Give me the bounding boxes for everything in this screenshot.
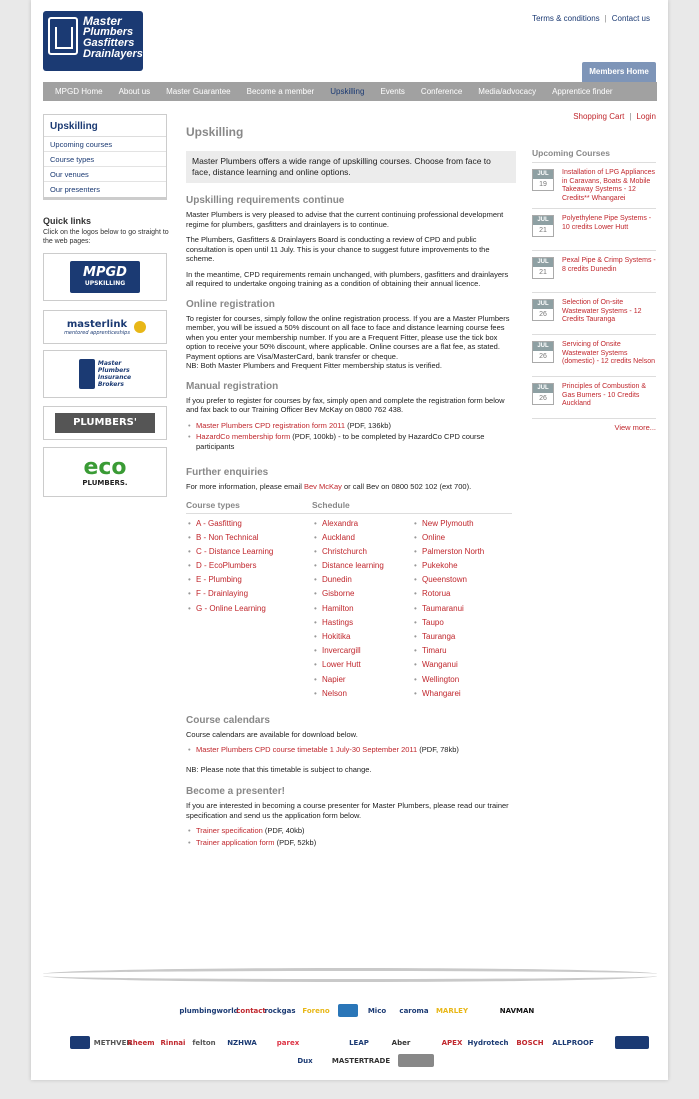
- upcoming-event: [532, 169, 656, 209]
- course-type-link[interactable]: D - EcoPlumbers: [196, 561, 257, 571]
- schedule-item: [412, 646, 512, 656]
- schedule-link[interactable]: Lower Hutt: [322, 660, 361, 670]
- sponsor-logo[interactable]: Mico: [367, 1006, 387, 1015]
- plumbers-text: PLUMBERS': [55, 413, 155, 433]
- hazardco-form-link[interactable]: HazardCo membership form: [196, 432, 291, 441]
- schedule-link[interactable]: Queenstown: [422, 575, 467, 585]
- trainer-application-link[interactable]: Trainer application form: [196, 837, 275, 847]
- masterlink-dot-icon: [134, 321, 146, 333]
- calendar-icon: [532, 299, 554, 321]
- course-type-item: [186, 547, 312, 557]
- sponsor-logo[interactable]: plumbingworld: [179, 1006, 239, 1015]
- page-title: Upskilling: [186, 125, 244, 139]
- schedule-title: Schedule: [312, 500, 512, 514]
- sponsor-logo[interactable]: Rheem: [127, 1038, 155, 1047]
- upcoming-title: Upcoming Courses: [532, 148, 656, 163]
- mpib-logo[interactable]: [43, 350, 167, 398]
- nav-conference[interactable]: Conference: [420, 87, 463, 96]
- schedule-item: [412, 618, 512, 628]
- schedule-item: [412, 575, 512, 585]
- schedule-link[interactable]: Dunedin: [322, 575, 352, 585]
- sponsor-logo[interactable]: ALLPROOF: [552, 1038, 594, 1047]
- schedule-link[interactable]: Hastings: [322, 617, 354, 627]
- schedule-link[interactable]: Nelson: [322, 688, 347, 698]
- quick-links-text: Click on the logos below to go straight to the web pages:: [43, 229, 169, 245]
- masterlink-logo[interactable]: [43, 310, 167, 344]
- course-type-link[interactable]: F - Drainlaying: [196, 589, 249, 599]
- list-item: • HazardCo membership form (PDF, 100kb) - to be completed by HazardCo CPD course participants: [186, 432, 516, 451]
- schedule-link[interactable]: Alexandra: [322, 518, 359, 528]
- course-type-item: [186, 519, 312, 529]
- calendar-icon: [532, 257, 554, 279]
- schedule-link[interactable]: Tauranga: [422, 632, 456, 641]
- sponsor-logo[interactable]: LEAP: [349, 1038, 369, 1047]
- schedule-item: [412, 561, 512, 571]
- mpib-line: Insurance: [97, 374, 132, 381]
- course-types-title: Course types: [186, 500, 312, 514]
- sponsor-logo[interactable]: NZHWA: [227, 1038, 257, 1047]
- schedule-item: [412, 589, 512, 599]
- schedule-link[interactable]: New Plymouth: [422, 518, 474, 528]
- course-type-link[interactable]: C - Distance Learning: [196, 546, 274, 556]
- trainer-spec-link[interactable]: Trainer specification: [196, 826, 263, 836]
- event-day: 21: [539, 227, 547, 234]
- event-link[interactable]: Servicing of Onsite Wastewater Systems (domestic) - 12 credits Nelson: [562, 341, 655, 365]
- section-title: Manual registration: [186, 380, 279, 392]
- sponsor-logo[interactable]: Aber: [391, 1038, 411, 1047]
- sidebar-item-course-types[interactable]: Course types: [44, 152, 166, 167]
- plumbers-logo[interactable]: [43, 406, 167, 440]
- event-link[interactable]: Polyethylene Pipe Systems - 10 credits Lower Hutt: [562, 215, 652, 231]
- event-month: JUL: [533, 384, 553, 393]
- schedule-link[interactable]: Timaru: [422, 646, 447, 656]
- upcoming-event: [532, 341, 656, 377]
- sponsor-logo[interactable]: [70, 1036, 90, 1049]
- sponsor-logo[interactable]: [338, 1004, 358, 1017]
- event-link[interactable]: Installation of LPG Appliances in Caravans, Boats & Mobile Takeaway Systems - 12 Credits** Whangarei: [562, 169, 656, 202]
- logo-line: Gasfitters: [83, 37, 135, 49]
- logo-line: Drainlayers: [83, 48, 143, 60]
- course-timetable-link[interactable]: Master Plumbers CPD course timetable 1 July-30 September 2011: [196, 745, 418, 755]
- bev-mckay-email-link[interactable]: Bev McKay: [303, 482, 342, 491]
- schedule-link[interactable]: Napier: [322, 674, 346, 684]
- sidebar-menu: [43, 114, 167, 200]
- eco-text: eco: [83, 454, 127, 480]
- paragraph: To register for courses, simply follow the online registration process. If you are a Master Plumbers member, you will be issued a 50% discount on all face to face and distance learning course fees when you enter your membership number. If you are a Frequent Fitter, please use the tick box option to receive your 50% discount, where applicable. Online courses are a flat fee, as stated. Payment options are Visa/MasterCard, bank transfer or cheque.: [186, 313, 510, 361]
- upcoming-event: [532, 257, 656, 293]
- schedule-link[interactable]: Wanganui: [422, 660, 458, 670]
- schedule-link[interactable]: Taumaranui: [422, 603, 464, 613]
- schedule-column: [312, 500, 512, 703]
- paragraph: Course calendars are available for download below.: [186, 729, 358, 739]
- section-title: Upskilling requirements continue: [186, 195, 345, 206]
- shopping-cart-link[interactable]: Shopping Cart: [573, 112, 625, 121]
- sponsor-logo[interactable]: Rinnai: [160, 1038, 186, 1047]
- schedule-link[interactable]: Hokitika: [322, 632, 351, 641]
- list-item: • Master Plumbers CPD registration form 2011 (PDF, 136kb): [186, 421, 516, 431]
- nav-mpgd-home[interactable]: MPGD Home: [55, 87, 103, 96]
- login-link[interactable]: Login: [636, 112, 656, 121]
- schedule-link[interactable]: Invercargill: [322, 646, 361, 656]
- schedule-item: [312, 561, 412, 571]
- schedule-item: [412, 660, 512, 670]
- paragraph: If you prefer to register for courses by fax, simply open and complete the registration form below and fax back to our Training Officer Bev McKay on 0800 762 438.: [186, 395, 505, 414]
- event-month: JUL: [533, 258, 553, 267]
- schedule-item: [412, 533, 512, 543]
- schedule-link[interactable]: Auckland: [322, 532, 355, 542]
- list-item: • Master Plumbers CPD course timetable 1 July-30 September 2011 (PDF, 78kb): [186, 745, 516, 755]
- page: [31, 0, 668, 1080]
- paragraph: For more information, please email Bev McKay or call Bev on 0800 502 102 (ext 700).: [186, 482, 472, 491]
- schedule-item: [412, 547, 512, 557]
- schedule-item: [312, 533, 412, 543]
- members-home-tab[interactable]: Members Home: [582, 62, 656, 82]
- registration-form-link[interactable]: Master Plumbers CPD registration form 2011: [196, 420, 346, 430]
- logo-line: Plumbers: [83, 26, 134, 38]
- sidebar-item-our-presenters[interactable]: Our presenters: [50, 185, 101, 194]
- schedule-item: [312, 575, 412, 585]
- schedule-link[interactable]: Online: [422, 532, 446, 542]
- mpib-line: Plumbers: [97, 367, 130, 374]
- schedule-item: [412, 675, 512, 685]
- course-type-link[interactable]: E - Plumbing: [196, 575, 242, 585]
- nav-media-advocacy[interactable]: Media/advocacy: [478, 87, 537, 96]
- sponsor-logo[interactable]: [398, 1054, 434, 1067]
- top-links: Terms & conditions | Contact us: [532, 14, 650, 23]
- mpib-line: Brokers: [97, 381, 124, 388]
- event-month: JUL: [533, 170, 553, 179]
- course-type-item: [186, 589, 312, 599]
- sponsor-logo[interactable]: APEX: [441, 1038, 463, 1047]
- logo-line: Master: [83, 14, 122, 28]
- upcoming-event: [532, 215, 656, 251]
- intro-box: Master Plumbers offers a wide range of upskilling courses. Choose from face to face, distance learning and online options.: [186, 151, 516, 183]
- event-day: 26: [539, 353, 547, 360]
- paragraph: NB: Please note that this timetable is subject to change.: [186, 764, 372, 774]
- sponsor-logo[interactable]: felton: [192, 1038, 216, 1047]
- schedule-item: [312, 660, 412, 670]
- event-link[interactable]: Selection of On-site Wastewater Systems - 12 Credits Tauranga: [562, 299, 642, 323]
- course-type-item: [186, 604, 312, 614]
- schedule-link[interactable]: Palmerston North: [422, 546, 485, 556]
- course-type-link[interactable]: B - Non Technical: [196, 532, 259, 542]
- event-month: JUL: [533, 300, 553, 309]
- sponsor-logo[interactable]: [615, 1036, 649, 1049]
- eco-plumbers-logo[interactable]: [43, 447, 167, 497]
- course-types-column: [186, 500, 312, 703]
- paragraph: If you are interested in becoming a course presenter for Master Plumbers, please read our trainer specification and send us the application form below.: [186, 801, 509, 820]
- nav-master-guarantee[interactable]: Master Guarantee: [166, 87, 231, 96]
- sponsor-logo[interactable]: MARLEY: [435, 1006, 469, 1015]
- calendar-icon: [532, 341, 554, 363]
- upcoming-courses: [532, 148, 656, 432]
- schedule-item: [412, 632, 512, 642]
- course-type-link[interactable]: G - Online Learning: [196, 603, 266, 613]
- schedule-link[interactable]: Taupo: [422, 617, 444, 627]
- schedule-link[interactable]: Pukekohe: [422, 561, 458, 571]
- eco-sub: PLUMBERS.: [82, 478, 128, 487]
- event-day: 26: [539, 311, 547, 318]
- schedule-item: [412, 689, 512, 699]
- masterlink-sub: mentored apprenticeships: [64, 329, 130, 336]
- calendar-icon: [532, 215, 554, 237]
- sponsor-logo[interactable]: BOSCH: [516, 1038, 544, 1047]
- paragraph: Master Plumbers is very pleased to advise that the current continuing professional development regime for plumbers, gasfitters and drainlayers is to continue.: [186, 210, 504, 229]
- main-content: [186, 125, 516, 849]
- schedule-item: [312, 519, 412, 529]
- main-nav: [43, 82, 657, 101]
- mpgd-logo[interactable]: [43, 11, 143, 71]
- sponsor-logo[interactable]: Dux: [297, 1056, 313, 1065]
- paragraph: NB: Both Master Plumbers and Frequent Fitter membership status is verified.: [186, 361, 442, 370]
- calendar-icon: [532, 383, 554, 405]
- registration-list: [186, 421, 516, 452]
- sponsor-logo[interactable]: Foreno: [302, 1006, 330, 1015]
- paragraph: In the meantime, CPD requirements remain unchanged, with plumbers, gasfitters and drainlayers all required to undertake ongoing training as a condition of obtaining their annual licence.: [186, 269, 509, 288]
- schedule-item: [312, 689, 412, 699]
- mpgd-logo-icon: [48, 17, 78, 55]
- list-item: • Trainer application form (PDF, 52kb): [186, 838, 516, 848]
- schedule-item: [412, 604, 512, 614]
- schedule-item: [412, 519, 512, 529]
- nav-become-member[interactable]: Become a member: [246, 87, 315, 96]
- event-day: 21: [539, 269, 547, 276]
- nav-apprentice-finder[interactable]: Apprentice finder: [552, 87, 613, 96]
- sponsor-logo[interactable]: MASTERTRADE: [331, 1056, 391, 1065]
- schedule-item: [312, 547, 412, 557]
- masterlink-text: masterlink: [66, 318, 128, 330]
- sponsor-logo[interactable]: caroma: [399, 1006, 429, 1015]
- schedule-item: [312, 632, 412, 642]
- sponsor-logo[interactable]: parex: [276, 1038, 300, 1047]
- course-lists: [186, 500, 516, 703]
- schedule-item: [312, 646, 412, 656]
- schedule-link[interactable]: Christchurch: [322, 546, 367, 556]
- schedule-item: [312, 618, 412, 628]
- section-title: Become a presenter!: [186, 786, 285, 798]
- nav-upskilling[interactable]: Upskilling: [330, 87, 365, 96]
- sponsor-logo[interactable]: METHVEN: [93, 1038, 133, 1047]
- mpgd-text: MPGD: [83, 265, 127, 280]
- upskilling-text: UPSKILLING: [84, 280, 126, 287]
- event-link[interactable]: Principles of Combustion & Gas Burners - 10 Credits Auckland: [562, 383, 647, 407]
- sidebar-title: Upskilling: [44, 115, 166, 137]
- schedule-item: [312, 589, 412, 599]
- schedule-link[interactable]: Hamilton: [322, 603, 354, 613]
- sidebar-item-upcoming-courses[interactable]: Upcoming courses: [44, 137, 166, 152]
- course-type-item: [186, 561, 312, 571]
- view-more-link[interactable]: View more...: [614, 423, 656, 432]
- shop-links: Shopping Cart | Login: [573, 112, 656, 121]
- mpib-line: Master: [97, 360, 122, 367]
- schedule-item: [312, 604, 412, 614]
- nav-about-us[interactable]: About us: [118, 87, 151, 96]
- sponsor-logo[interactable]: Hydrotech: [467, 1038, 509, 1047]
- schedule-link[interactable]: Distance learning: [322, 561, 384, 571]
- event-link[interactable]: Pexal Pipe & Crimp Systems - 8 credits Dunedin: [562, 257, 656, 273]
- upcoming-event: [532, 383, 656, 419]
- list-item: • Trainer specification (PDF, 40kb): [186, 826, 516, 836]
- terms-link[interactable]: Terms & conditions: [532, 14, 600, 23]
- sidebar-item-our-venues[interactable]: Our venues: [44, 167, 166, 182]
- nav-events[interactable]: Events: [380, 87, 405, 96]
- course-type-link[interactable]: A - Gasfitting: [196, 518, 242, 528]
- section-title: Further enquiries: [186, 467, 269, 478]
- footer-wave: [43, 968, 657, 982]
- event-month: JUL: [533, 216, 553, 225]
- calendar-icon: [532, 169, 554, 191]
- schedule-link[interactable]: Rotorua: [422, 589, 451, 599]
- schedule-item: [312, 675, 412, 685]
- footer-sponsors: [43, 968, 657, 1078]
- section-title: Online registration: [186, 298, 275, 310]
- section-title: Course calendars: [186, 714, 270, 726]
- sponsor-logo[interactable]: NAVMAN: [499, 1006, 535, 1015]
- contact-link[interactable]: Contact us: [611, 14, 650, 23]
- quick-links-title: Quick links: [43, 216, 92, 226]
- event-day: 26: [539, 395, 547, 402]
- paragraph: The Plumbers, Gasfitters & Drainlayers Board is conducting a review of CPD and public consultation is open until 11 July. This is your chance to suggest future improvements to the scheme.: [186, 235, 490, 263]
- event-month: JUL: [533, 342, 553, 351]
- sponsor-logo[interactable]: contact: [236, 1006, 266, 1015]
- upcoming-event: [532, 299, 656, 335]
- event-day: 19: [539, 181, 547, 188]
- schedule-link[interactable]: Wellington: [422, 674, 460, 684]
- schedule-link[interactable]: Gisborne: [322, 589, 355, 599]
- mpgd-upskilling-logo[interactable]: [43, 253, 167, 301]
- mpib-mark-icon: [79, 359, 95, 389]
- schedule-link[interactable]: Whangarei: [422, 688, 461, 698]
- course-type-item: [186, 533, 312, 543]
- sponsor-logo[interactable]: rockgas: [264, 1006, 296, 1015]
- course-type-item: [186, 575, 312, 585]
- quick-links: [43, 216, 169, 246]
